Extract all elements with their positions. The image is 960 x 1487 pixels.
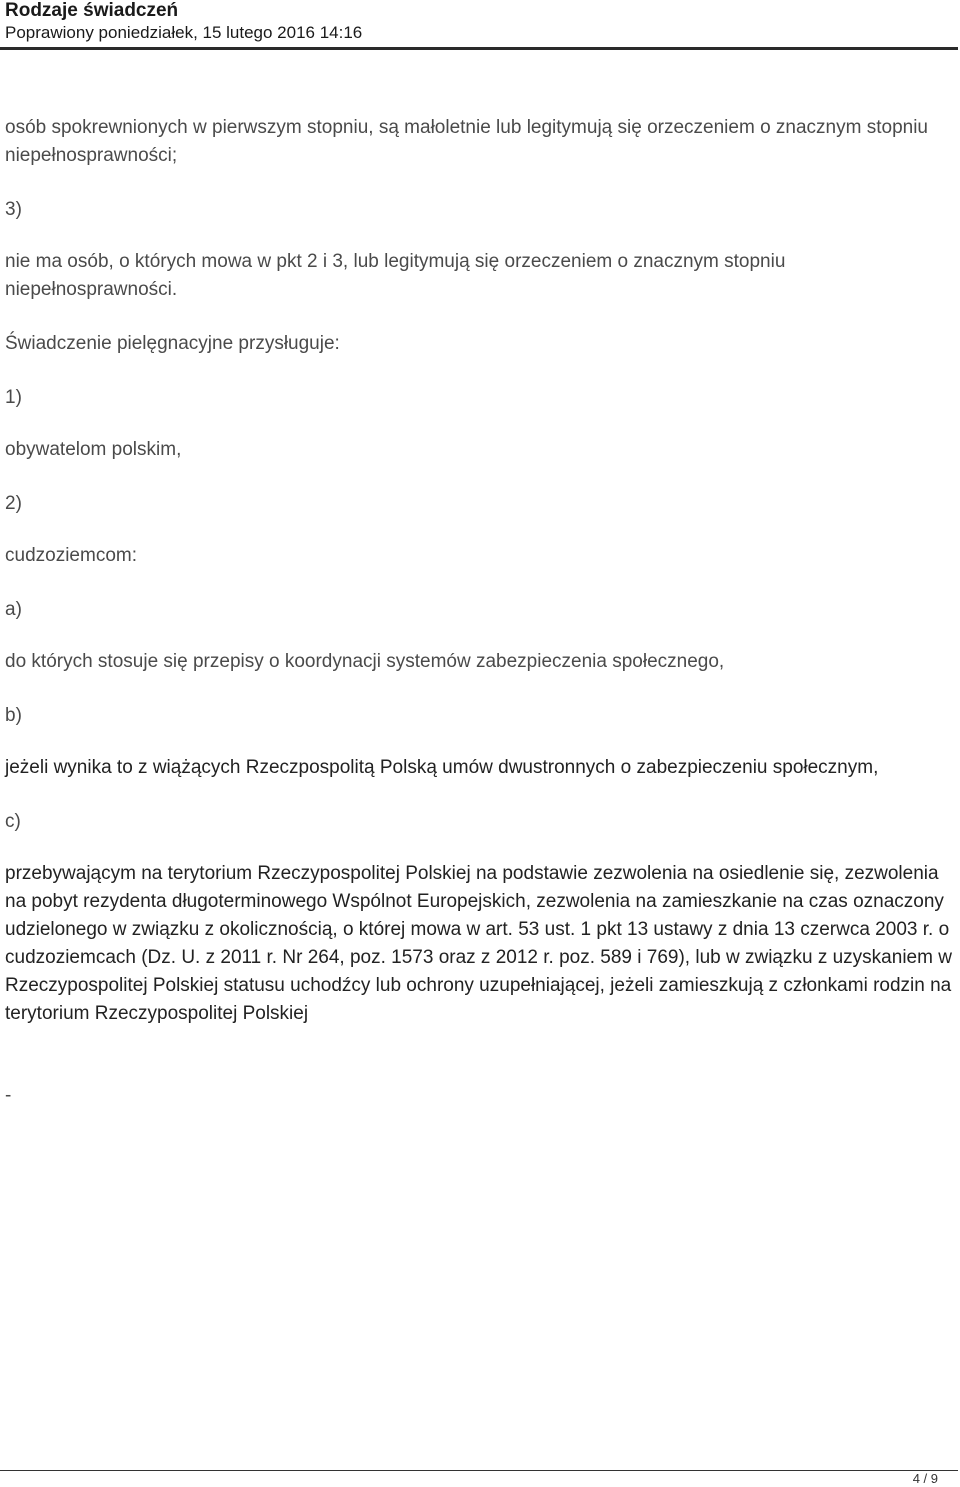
list-marker-b: b) [5,705,22,726]
page-header [0,0,960,52]
list-marker-3: 3) [5,199,22,220]
list-marker-1: 1) [5,387,22,408]
document-body [5,114,955,1110]
list-marker-2: 2) [5,493,22,514]
paragraph-no-persons: nie ma osób, o których mowa w pkt 2 i 3, lub legitymują się orzeczeniem o znacznym stopniu niepełnosprawności. [5,251,786,300]
revision-date: Poprawiony poniedziałek, 15 lutego 2016 14:16 [5,23,363,42]
paragraph-persons-related: osób spokrewnionych w pierwszym stopniu, są małoletnie lub legitymują się orzeczeniem o znacznym stopniu niepełnosprawności; [5,117,928,166]
page-number: 4 / 9 [912,1471,938,1486]
header-divider [0,47,958,50]
list-marker-c: c) [5,811,21,832]
trailing-dash: - [5,1085,12,1106]
list-marker-a: a) [5,599,22,620]
footer-divider [0,1470,958,1471]
paragraph-coordination: do których stosuje się przepisy o koordynacji systemów zabezpieczenia społecznego, [5,651,725,672]
section-heading-entitlement: Świadczenie pielęgnacyjne przysługuje: [5,333,340,354]
paragraph-bilateral-agreements: jeżeli wynika to z wiążących Rzeczpospolitą Polską umów dwustronnych o zabezpieczeniu społecznym, [5,757,879,778]
document-title: Rodzaje świadczeń [5,0,179,21]
paragraph-residence-permits: przebywającym na terytorium Rzeczypospolitej Polskiej na podstawie zezwolenia na osiedlenie się, zezwolenia na pobyt rezydenta długoterminowego Wspólnot Europejskich, zezwolenia na zamieszkanie na czas oznaczony udzielonego w związku z okolicznością, o której mowa w art. 53 ust. 1 pkt 13 ustawy z dnia 13 czerwca 2003 r. o cudzoziemcach (Dz. U. z 2011 r. Nr 264, poz. 1573 oraz z 2012 r. poz. 589 i 769), lub w związku z uzyskaniem w Rzeczypospolitej Polskiej statusu uchodźcy lub ochrony uzupełniającej, jeżeli zamieszkują z członkami rodzin na terytorium Rzeczypospolitej Polskiej [5,863,952,1024]
paragraph-foreigners: cudzoziemcom: [5,545,137,566]
paragraph-polish-citizens: obywatelom polskim, [5,439,182,460]
